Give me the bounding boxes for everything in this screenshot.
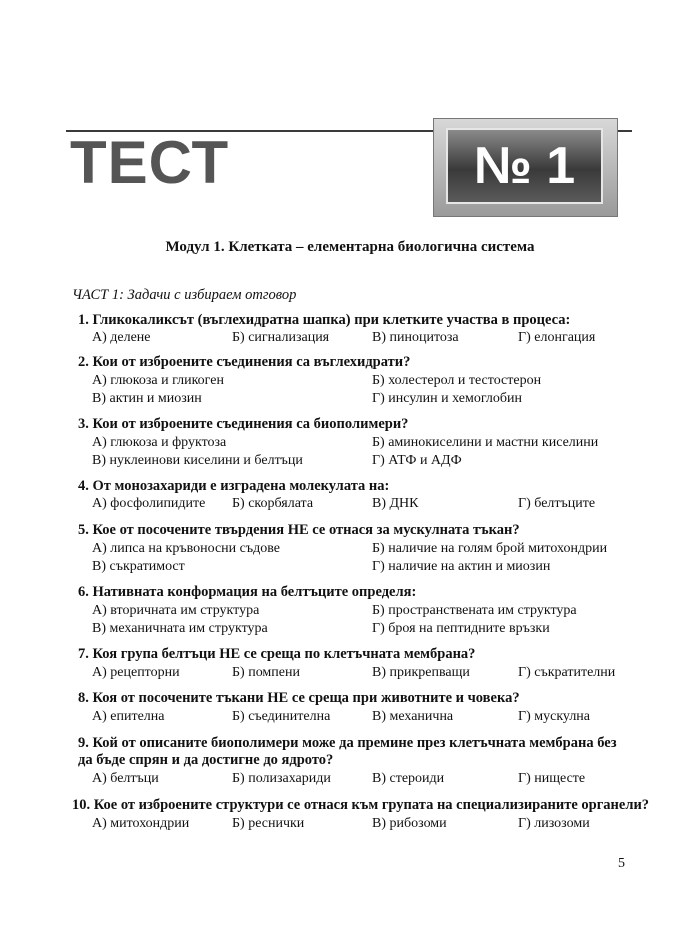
answer-4c: В) ДНК	[372, 496, 419, 511]
answer-6a: А) вторичната им структура	[92, 603, 260, 618]
answer-6d: Г) броя на пептидните връзки	[372, 621, 550, 636]
answer-8c: В) механична	[372, 709, 454, 724]
answer-7a: А) рецепторни	[92, 665, 180, 680]
answer-8b: Б) съединителна	[232, 709, 331, 724]
answer-5a: А) липса на кръвоносни съдове	[92, 541, 280, 556]
answer-2a: А) глюкоза и гликоген	[92, 373, 224, 388]
answer-2d: Г) инсулин и хемоглобин	[372, 391, 522, 406]
answer-3d: Г) АТФ и АДФ	[372, 453, 462, 468]
answer-2b: Б) холестерол и тестостерон	[372, 373, 542, 388]
answer-9d: Г) нищесте	[518, 771, 586, 786]
answer-4a: А) фосфолипидите	[92, 496, 206, 511]
answer-1d: Г) елонгация	[518, 330, 596, 345]
answer-9c: В) стероиди	[372, 771, 445, 786]
part-title: ЧАСТ 1: Задачи с избираем отговор	[72, 287, 297, 303]
answer-1a: А) делене	[92, 330, 151, 345]
question-9: 9. Кой от описаните биополимери може да премине през клетъчната мембрана без да бъде спрян и да достигне до ядрото?	[78, 735, 617, 768]
answer-9b: Б) полизахариди	[232, 771, 331, 786]
question-10: 10. Кое от изброените структури се отнася към групата на специализираните органели?	[72, 797, 650, 813]
answer-4b: Б) скорбялата	[232, 496, 314, 511]
answer-8a: А) епителна	[92, 709, 165, 724]
test-heading: ТЕСТ	[70, 129, 230, 196]
answer-10c: В) рибозоми	[372, 816, 447, 831]
answer-9a: А) белтъци	[92, 771, 159, 786]
test-number-badge: № 1	[446, 128, 603, 204]
answer-5d: Г) наличие на актин и миозин	[372, 559, 551, 574]
answer-1b: Б) сигнализация	[232, 330, 330, 345]
answer-3b: Б) аминокиселини и мастни киселини	[372, 435, 599, 450]
question-3: 3. Кои от изброените съединения са биополимери?	[78, 416, 409, 432]
answer-2c: В) актин и миозин	[92, 391, 202, 406]
answer-5b: Б) наличие на голям брой митохондрии	[372, 541, 608, 556]
answer-10b: Б) реснички	[232, 816, 305, 831]
question-4: 4. От монозахариди е изградена молекулата на:	[78, 478, 390, 494]
answer-8d: Г) мускулна	[518, 709, 591, 724]
answer-10d: Г) лизозоми	[518, 816, 590, 831]
question-2: 2. Кои от изброените съединения са въглехидрати?	[78, 354, 411, 370]
question-6: 6. Нативната конформация на белтъците определя:	[78, 584, 417, 600]
answer-7d: Г) съкратителни	[518, 665, 616, 680]
question-5: 5. Кое от посочените твърдения НЕ се отнася за мускулната тъкан?	[78, 522, 520, 538]
answer-1c: В) пиноцитоза	[372, 330, 459, 345]
answer-3a: А) глюкоза и фруктоза	[92, 435, 227, 450]
question-8: 8. Коя от посочените тъкани НЕ се среща при животните и човека?	[78, 690, 520, 706]
question-7: 7. Коя група белтъци НЕ се среща по клетъчната мембрана?	[78, 646, 476, 662]
answer-6c: В) механичната им структура	[92, 621, 268, 636]
answer-7b: Б) помпени	[232, 665, 300, 680]
answer-4d: Г) белтъците	[518, 496, 596, 511]
page-number: 5	[618, 856, 625, 871]
question-1: 1. Гликокаликсът (въглехидратна шапка) при клетките участва в процеса:	[78, 312, 571, 328]
answer-3c: В) нуклеинови киселини и белтъци	[92, 453, 303, 468]
answer-5c: В) съкратимост	[92, 559, 185, 574]
answer-6b: Б) пространствената им структура	[372, 603, 577, 618]
answer-10a: А) митохондрии	[92, 816, 190, 831]
answer-7c: В) прикрепващи	[372, 665, 470, 680]
module-title: Модул 1. Клетката – елементарна биологична система	[165, 239, 535, 255]
